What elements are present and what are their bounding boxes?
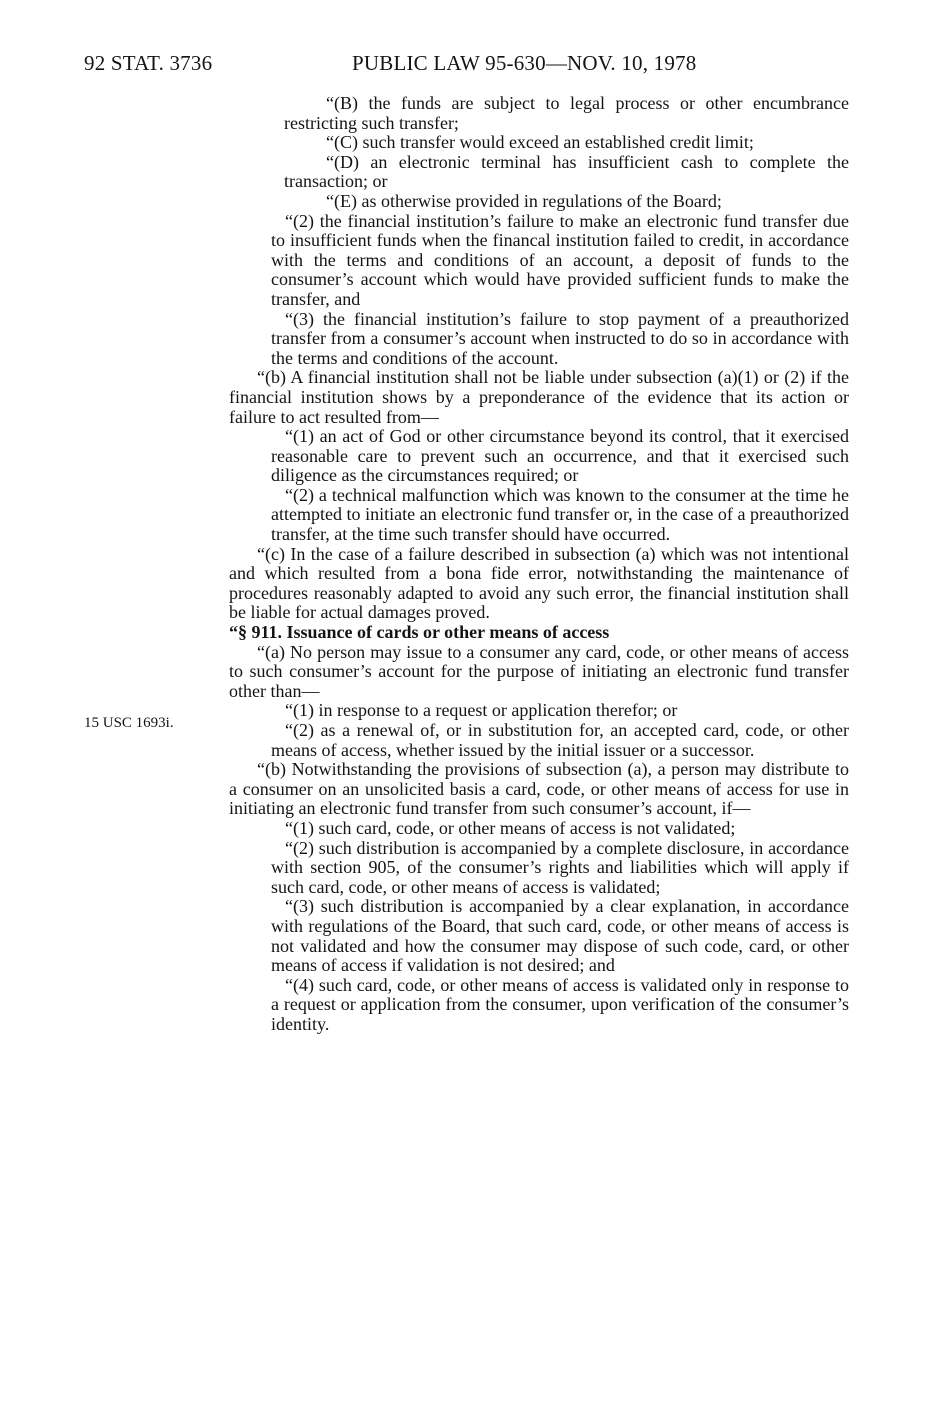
- clause-d: “(D) an electronic terminal has insufficient cash to complete the transaction; or: [284, 151, 849, 192]
- section-911-heading: “§ 911. Issuance of cards or other means of access: [229, 622, 610, 643]
- section-911-b-2: “(2) such distribution is accompanied by a complete disclosure, in accordance with section 905, of the consumer’s rights and liabilities which will apply if such card, code, or other means of access is validated;: [271, 837, 849, 897]
- statute-page-number: 92 STAT. 3736: [84, 51, 213, 75]
- running-head: PUBLIC LAW 95-630—NOV. 10, 1978: [352, 51, 697, 75]
- section-911-a-1: “(1) in response to a request or application therefor; or: [285, 700, 678, 721]
- section-911-b-4: “(4) such card, code, or other means of access is validated only in response to a request or application from the consumer, upon verification of the consumer’s identity.: [271, 974, 849, 1034]
- subsection-c: “(c) In the case of a failure described in subsection (a) which was not intentional and which resulted from a bona fide error, notwithstanding the maintenance of procedures reasonably adapted to avoid any such error, the financial institution shall be liable for actual damages proved.: [229, 543, 849, 623]
- clause-b: “(B) the funds are subject to legal process or other encumbrance restricting such transfer;: [284, 93, 849, 133]
- paragraph-2: “(2) the financial institution’s failure to make an electronic fund transfer due to insufficient funds when the financal institution failed to credit, in accordance with the terms and conditions of an account, a deposit of funds to the consumer’s account which would have provided sufficient funds to make the transfer, and: [271, 210, 849, 309]
- clause-e: “(E) as otherwise provided in regulations of the Board;: [326, 190, 722, 211]
- law-text: [229, 94, 849, 1035]
- paragraph-3: “(3) the financial institution’s failure to stop payment of a preauthorized transfer from a consumer’s account when instructed to do so in accordance with the terms and conditions of the account.: [271, 308, 849, 368]
- section-911-a-2: “(2) as a renewal of, or in substitution for, an accepted card, code, or other means of access, whether issued by the initial issuer or a successor.: [271, 720, 849, 760]
- paragraph-b-2: “(2) a technical malfunction which was known to the consumer at the time he attempted to initiate an electronic fund transfer or, in the case of a preauthorized transfer, at the time such transfer should have occurred.: [271, 484, 849, 545]
- paragraph-b-1: “(1) an act of God or other circumstance beyond its control, that it exercised reasonable care to prevent such an occurrence, and that it exercised such diligence as the circumstances required; or: [271, 426, 849, 486]
- margin-citation: 15 USC 1693i.: [84, 715, 174, 731]
- section-911-b-1: “(1) such card, code, or other means of access is not validated;: [285, 817, 736, 838]
- clause-c: “(C) such transfer would exceed an established credit limit;: [326, 132, 754, 153]
- subsection-b: “(b) A financial institution shall not be liable under subsection (a)(1) or (2) if the financial institution shows by a preponderance of the evidence that its action or failure to act resulted from—: [229, 367, 849, 427]
- section-911-b: “(b) Notwithstanding the provisions of subsection (a), a person may distribute to a consumer on an unsolicited basis a card, code, or other means of access for use in initiating an electronic fund transfer from such consumer’s account, if—: [229, 759, 849, 819]
- section-911-a: “(a) No person may issue to a consumer any card, code, or other means of access to such consumer’s account for the purpose of initiating an electronic fund transfer other than—: [229, 641, 849, 701]
- page-header: [84, 51, 714, 81]
- section-911-b-3: “(3) such distribution is accompanied by a clear explanation, in accordance with regulations of the Board, that such card, code, or other means of access is not validated and how the consumer may dispose of such code, card, or other means of access if validation is not desired; and: [271, 896, 849, 976]
